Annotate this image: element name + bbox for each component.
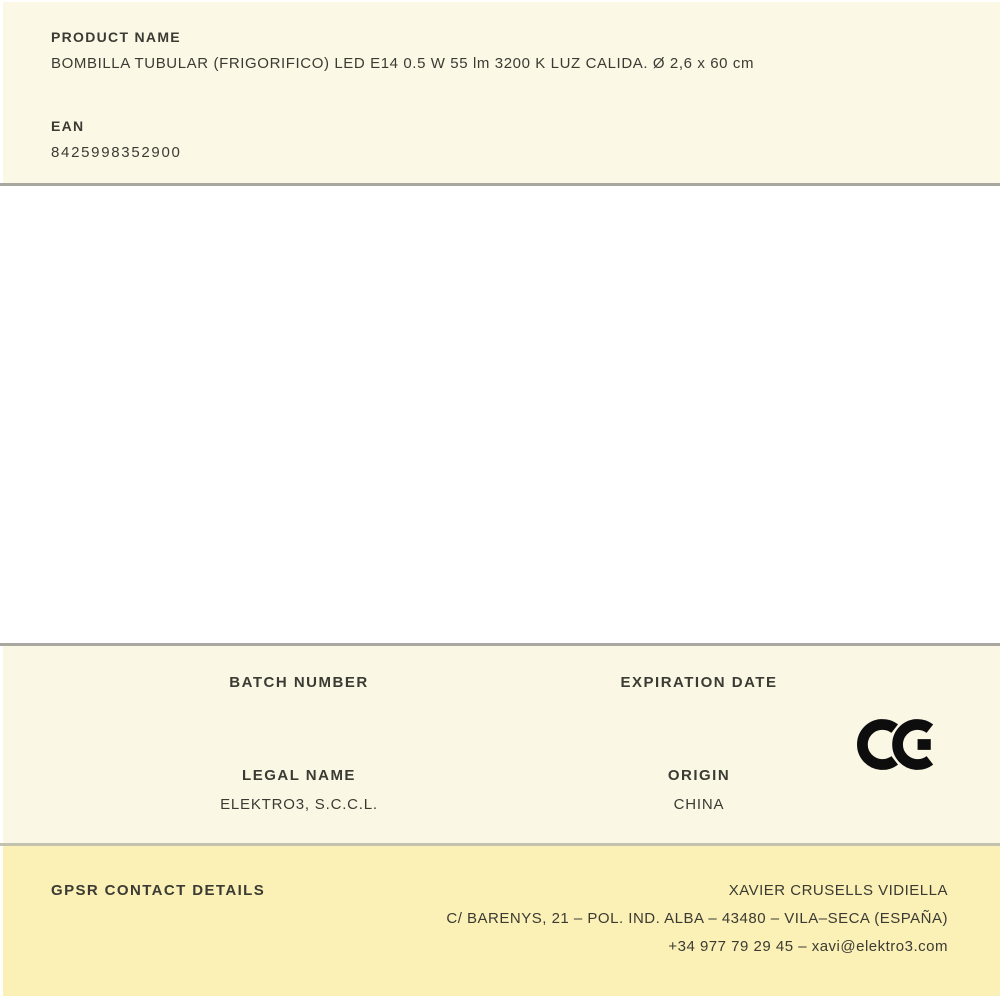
- details-grid: [99, 646, 899, 814]
- expiration-date-field: [499, 674, 899, 721]
- legal-name-value: ELEKTRO3, S.C.C.L.: [220, 796, 378, 813]
- ean-field: [51, 117, 949, 163]
- batch-number-label: BATCH NUMBER: [229, 674, 369, 691]
- batch-number-value: [99, 703, 499, 721]
- batch-number-field: [99, 674, 499, 721]
- gpsr-contact-address: C/ BARENYS, 21 – POL. IND. ALBA – 43480 – VILA–SECA (ESPAÑA): [446, 910, 948, 927]
- details-row-1: [99, 674, 899, 721]
- gpsr-contact-name: XAVIER CRUSELLS VIDIELLA: [728, 882, 948, 899]
- gpsr-contact-phone-email: +34 977 79 29 45 – xavi@elektro3.com: [668, 938, 948, 955]
- legal-name-field: [99, 767, 499, 814]
- details-section: [3, 646, 1000, 843]
- gpsr-contact-block: [446, 877, 948, 961]
- product-name-field: [51, 28, 949, 74]
- product-name-label: PRODUCT NAME: [51, 29, 181, 45]
- origin-field: [499, 767, 899, 814]
- ean-value: 8425998352900: [51, 144, 182, 161]
- gpsr-contact-label: GPSR CONTACT DETAILS: [51, 882, 266, 899]
- ce-mark-icon: [856, 714, 942, 775]
- origin-value: CHINA: [673, 796, 725, 813]
- ean-label: EAN: [51, 118, 85, 134]
- gpsr-section: [3, 846, 1000, 996]
- blank-area: [0, 186, 1000, 643]
- details-row-2: [99, 767, 899, 814]
- product-info-section: [3, 2, 1000, 183]
- expiration-date-value: [499, 703, 899, 721]
- legal-name-label: LEGAL NAME: [242, 767, 356, 784]
- origin-label: ORIGIN: [667, 767, 731, 784]
- product-name-value: BOMBILLA TUBULAR (FRIGORIFICO) LED E14 0.5 W 55 lm 3200 K LUZ CALIDA. Ø 2,6 x 60 cm: [51, 55, 755, 72]
- expiration-date-label: EXPIRATION DATE: [620, 674, 778, 691]
